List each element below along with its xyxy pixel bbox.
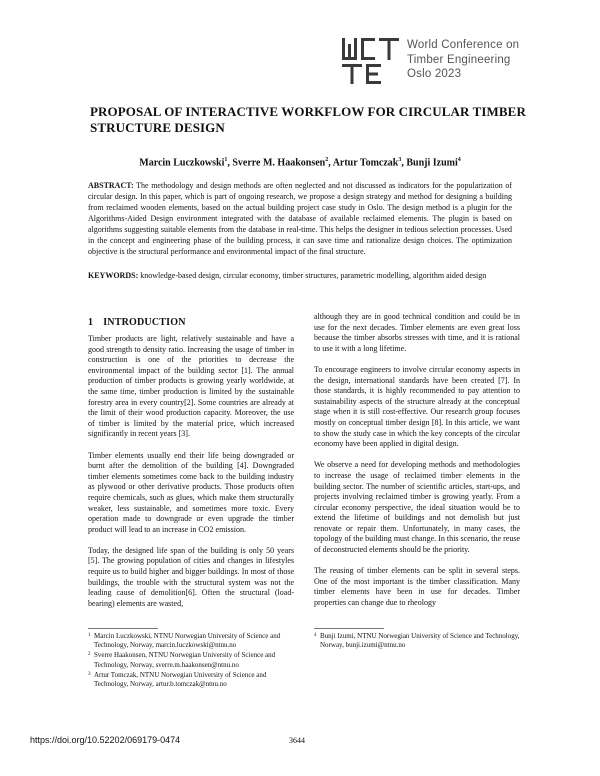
abstract <box>88 180 512 257</box>
section-heading <box>88 317 186 328</box>
footnote-text: Sverre Haakonsen, NTNU Norwegian University of Science and Technology, Norway, sverre.m.haakonsen@ntnu.no <box>94 651 276 669</box>
abstract-text: The methodology and design methods are often neglected and not discussed as indicators for the popularization of circular design. In this paper, which is part of ongoing research, we propose a design strategy and method for designing a building from reclaimed wooden elements, based on the actual building project case study in Oslo. The design method is a plugin for the Algorithms-Aided Design environment integrated with the database of available reclaimed elements. The plugin is based on algorithms suggesting suitable elements from the database in real-time. This helps the designer in tedious selection processes. Used in the concept and engineering phase of the building process, it can save time and rationalize design choices. The optimization objective is the structural performance and environmental impact of the final structure. <box>88 181 512 256</box>
footnote-mark: 1 <box>88 633 91 638</box>
footnote <box>88 632 294 650</box>
keywords-label: KEYWORDS: <box>88 271 139 280</box>
keywords <box>88 270 512 281</box>
author-name: Bunji Izumi <box>406 157 458 169</box>
footnotes-left <box>88 632 294 690</box>
footnote-text: Artur Tomczak, NTNU Norwegian University of Science and Technology, Norway, artur.b.tomczak@ntnu.no <box>94 670 267 689</box>
body-paragraph: although they are in good technical condition and could be in use for the next decades. Timber elements are even great loss because the timber absorbs stresses with time, and it is rational to use it with a long lifetime. <box>314 312 520 353</box>
conference-line: Timber Engineering <box>407 53 511 66</box>
footnote-divider <box>314 628 384 629</box>
conference-name <box>407 38 519 82</box>
author-mark: 3 <box>398 157 402 163</box>
section-title: INTRODUCTION <box>103 317 186 328</box>
author-name: Marcin Luczkowski <box>139 157 225 169</box>
author-list: Marcin Luczkowski$^1$, Sverre M. Haakonsen$^2$, Artur Tomczak$^3$, Bunji Izumi$^4$ <box>139 157 461 169</box>
body-paragraph: To encourage engineers to involve circular economy aspects in the design, international standards have been created [7]. In those standards, it is highly recommended to pay attention to sustainability aspects of the structure already at the conceptual stage when it is still cost-effective. Our research group focuses mostly on conceptual timber design [8]. In this article, we want to show the study case in which the key concepts of the circular economy have been applied in digital design. <box>314 364 520 449</box>
footnote-mark: 3 <box>88 671 91 677</box>
author-mark: 4 <box>457 157 461 163</box>
doi-link[interactable]: https://doi.org/10.52202/069179-0474 <box>30 735 181 745</box>
footnote-text: Bunji Izumi, NTNU Norwegian University of Science and Technology, Norway, bunji.izumi@ntnu.no <box>320 632 520 650</box>
keywords-text: knowledge-based design, circular economy, timber structures, parametric modelling, algorithm aided design <box>140 271 487 280</box>
body-paragraph: Timber elements usually end their life being downgraded or burnt after the demolition of the building [4]. Downgraded timber elements sometimes come back to the building industry as plywood or other derivative products. Those products often require chemicals, such as glues, which make them structurally weaker, less sustainable, and sometimes more toxic. Every operation made to downgrade or even upgrade the timber product will lead to an increase in CO2 emission. <box>88 450 294 534</box>
paper-title: PROPOSAL OF INTERACTIVE WORKFLOW FOR CIRCULAR TIMBER STRUCTURE DESIGN <box>90 104 526 135</box>
author-mark: 1 <box>224 157 228 163</box>
conference-line: Oslo 2023 <box>407 68 462 80</box>
author-name: Sverre M. Haakonsen <box>232 157 326 169</box>
section-number: 1 <box>88 317 94 328</box>
author-name: Artur Tomczak <box>332 157 399 169</box>
footnote-text: Marcin Luczkowski, NTNU Norwegian University of Science and Technology, Norway, marcin.luczkowski@ntnu.no <box>94 632 281 650</box>
author-mark: 2 <box>325 157 329 163</box>
page-number: 3644 <box>289 736 305 745</box>
wcte-logo <box>342 38 402 84</box>
footnote-mark: 2 <box>88 652 91 658</box>
body-paragraph: We observe a need for developing methods and methodologies to increase the usage of reclaimed timber elements in the building sector. The number of scientific articles, start-ups, and projects involving reclaimed timber is growing yearly. From a circular economy perspective, the ideal situation would be to extend the lifetime of buildings and not demolish but just renovate or repair them. Unfortunately, in many cases, the topology of the building must change. In this scenario, the reuse of deconstructed elements should be the priority. <box>314 460 520 555</box>
abstract-label: ABSTRACT: <box>88 181 134 190</box>
body-paragraph: Today, the designed life span of the building is only 50 years [5]. The growing population of cities and changes in lifestyles require us to build higher and bigger buildings. In most of those buildings, the trouble with the structural system was not the leading cause of demolition[6]. Often the structural (load-bearing) elements are wasted, <box>88 545 294 608</box>
footnotes-right <box>314 632 520 651</box>
body-paragraph: The reusing of timber elements can be split in several steps. One of the most important is the timber classification. Many timber elements have been in use for decades. Timber properties can change due to rheology <box>314 566 520 608</box>
footnote-divider <box>88 628 158 629</box>
footnote <box>88 651 294 669</box>
conference-line: World Conference on <box>407 39 520 51</box>
footnote-mark: 4 <box>314 633 317 638</box>
body-paragraph: Timber products are light, relatively sustainable and have a good strength to density ratio. Increasing the usage of timber in construction is one of the priorities to decrease the environmental impact of the building sector [1]. The annual production of timber products is growing yearly worldwide, at the same time, timber production is limited by the sustainable forestry area in every country[2]. Some countries are already at the limit of their wood production capacity. Moreover, the use of timber is limited by the material price, which increased significantly in recent years [3]. <box>88 334 294 439</box>
right-column <box>314 312 520 619</box>
footnote <box>314 632 520 650</box>
left-column <box>88 334 294 620</box>
footnote <box>88 671 294 689</box>
